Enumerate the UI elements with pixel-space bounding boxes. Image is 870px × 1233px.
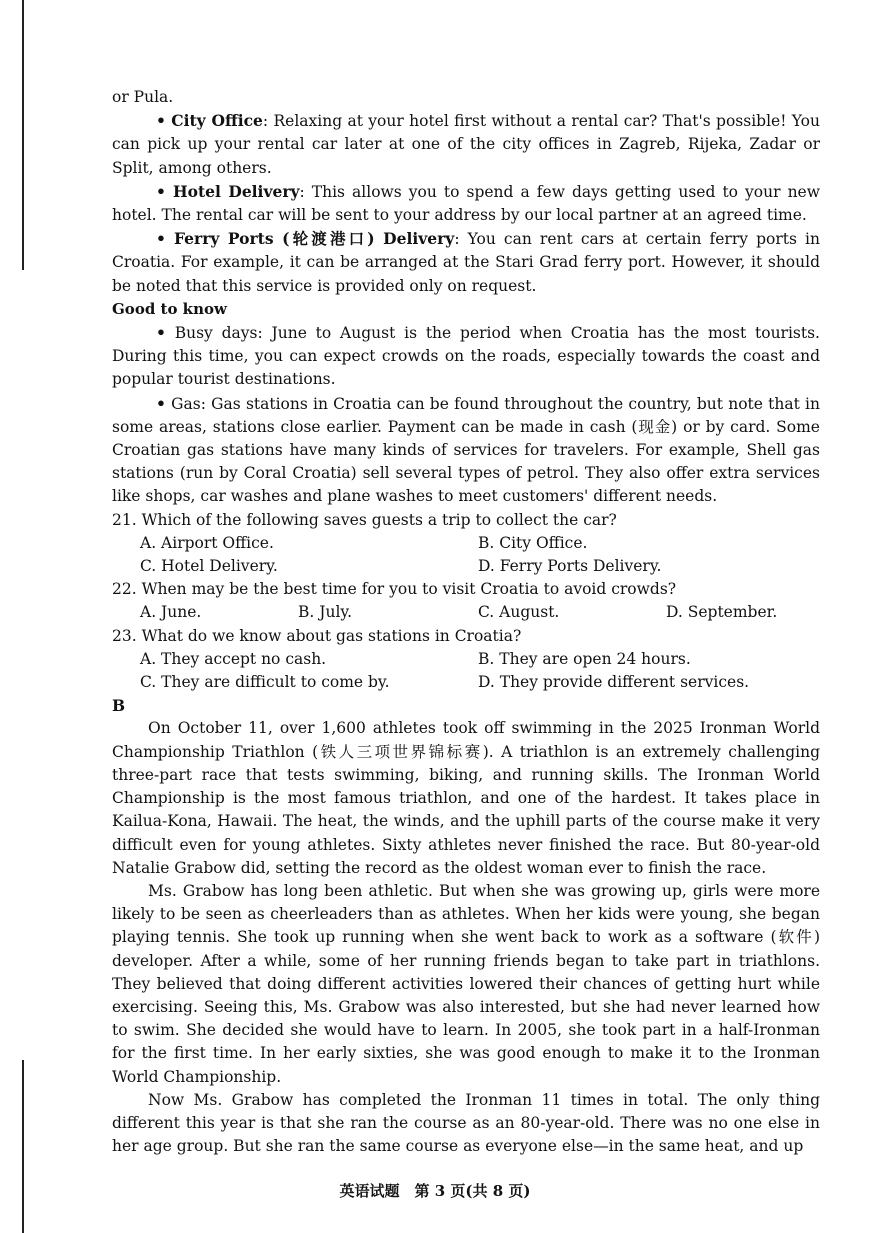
option-b: B. City Office. <box>478 533 588 552</box>
question-22-options <box>140 601 820 624</box>
question-21-stem: 21. Which of the following saves guests a trip to collect the car? <box>112 510 617 529</box>
section-b-letter: B <box>112 696 126 716</box>
question-23-options <box>140 648 820 694</box>
exam-page <box>112 86 820 1158</box>
option-c: C. Hotel Delivery. <box>140 557 278 576</box>
bullet-city-office: • City Office: Relaxing at your hotel first without a rental car? That's possible! You can pick up your rental car later at one of the city offices in Zagreb, Rijeka, Zadar or Split, among others. <box>112 111 820 177</box>
bullet-title: Ferry Ports (轮渡港口) Delivery <box>174 229 455 249</box>
option-b: B. July. <box>298 603 353 622</box>
option-a: A. June. <box>140 603 202 622</box>
bullet-hotel-delivery: • Hotel Delivery: This allows you to spend a few days getting used to your new hotel. The rental car will be sent to your address by our local partner at an agreed time. <box>112 181 820 225</box>
bullet-text: : June to August is the period when Croatia has the most tourists. During this time, you can expect crowds on the roads, especially towards the coast and popular tourist destinations. <box>112 324 820 389</box>
bullet-gas: • Gas: Gas stations in Croatia can be found throughout the country, but note that in some areas, stations close earlier. Payment can be made in cash (现金) or by card. Some Croatian gas stations have many kinds of services for travelers. For example, Shell gas stations (run by Coral Croatia) sell several types of petrol. They also offer extra services like shops, car washes and plane washes to meet customers' different needs. <box>112 393 820 506</box>
option-c: C. August. <box>478 603 560 622</box>
page-footer: 英语试题 第 3 页(共 8 页) <box>339 1182 531 1200</box>
question-23-stem: 23. What do we know about gas stations in Croatia? <box>112 626 522 645</box>
question-21-options <box>140 532 820 578</box>
option-b: B. They are open 24 hours. <box>478 649 691 668</box>
option-d: D. September. <box>666 603 778 622</box>
bullet-text: Relaxing at your hotel first without a rental car? That's possible! You can pick up your rental car later at one of the city offices in Zagreb, Rijeka, Zadar or Split, among others. <box>112 112 820 177</box>
bullet-busy-days: • Busy days: June to August is the period when Croatia has the most tourists. During this time, you can expect crowds on the roads, especially towards the coast and popular tourist destinations. <box>112 323 820 389</box>
passage-b-paragraph-2: Ms. Grabow has long been athletic. But when she was growing up, girls were more likely to be seen as cheerleaders than as athletes. When her kids were young, she began playing tennis. She took up running when she went back to work as a software (软件) developer. After a while, some of her running friends began to take part in triathlons. They believed that doing different activities lowered their chances of getting hurt while exercising. Seeing this, Ms. Grabow was also interested, but she had never learned how to swim. She decided she would have to learn. In 2005, she took part in a half-Ironman for the first time. In her early sixties, she was good enough to make it to the Ironman World Championship. <box>112 881 820 1086</box>
option-a: A. They accept no cash. <box>140 649 327 668</box>
passage-b-paragraph-1: On October 11, over 1,600 athletes took off swimming in the 2025 Ironman World Championship Triathlon (铁人三项世界锦标赛). A triathlon is an extremely challenging three-part race that tests swimming, biking, and running skills. The Ironman World Championship is the most famous triathlon, and one of the hardest. It takes place in Kailua-Kona, Hawaii. The heat, the winds, and the uphill parts of the course make it very difficult even for young athletes. Sixty athletes never finished the race. But 80-year-old Natalie Grabow did, setting the record as the oldest woman ever to finish the race. <box>112 719 820 877</box>
passage-a-continued: or Pula. <box>112 88 174 106</box>
option-c: C. They are difficult to come by. <box>140 673 390 692</box>
binding-line-lower <box>22 1060 24 1233</box>
bullet-text: This allows you to spend a few days getting used to your new hotel. The rental car will be sent to your address by our local partner at an agreed time. <box>112 182 820 225</box>
bullet-ferry-ports: • Ferry Ports (轮渡港口) Delivery: You can rent cars at certain ferry ports in Croatia. For example, it can be arranged at the Stari Grad ferry port. However, it should be noted that this service is provided only on request. <box>112 229 820 295</box>
option-d: D. They provide different services. <box>478 673 750 692</box>
bullet-text: : Gas stations in Croatia can be found throughout the country, but note that in some areas, stations close earlier. Payment can be made in cash (现金) or by card. Some Croatian gas stations have many kinds of services for travelers. For example, Shell gas stations (run by Coral Croatia) sell several types of petrol. They also offer extra services like shops, car washes and plane washes to meet customers' different needs. <box>112 394 820 506</box>
bullet-title: Busy days <box>174 324 258 343</box>
good-to-know-heading: Good to know <box>112 299 227 318</box>
bullet-title: Gas <box>171 394 201 413</box>
passage-b-paragraph-3: Now Ms. Grabow has completed the Ironman 11 times in total. The only thing different this year is that she ran the course as an 80-year-old. There was no one else in her age group. But she ran the same course as everyone else—in the same heat, and up <box>112 1090 820 1156</box>
bullet-title: Hotel Delivery <box>172 181 300 201</box>
question-22-stem: 22. When may be the best time for you to visit Croatia to avoid crowds? <box>112 580 677 599</box>
option-d: D. Ferry Ports Delivery. <box>478 557 662 576</box>
bullet-text: You can rent cars at certain ferry ports in Croatia. For example, it can be arranged at the Stari Grad ferry port. However, it should be noted that this service is provided only on request. <box>112 230 820 295</box>
bullet-title: City Office <box>171 111 263 131</box>
option-a: A. Airport Office. <box>140 533 274 552</box>
binding-line-upper <box>22 0 24 270</box>
